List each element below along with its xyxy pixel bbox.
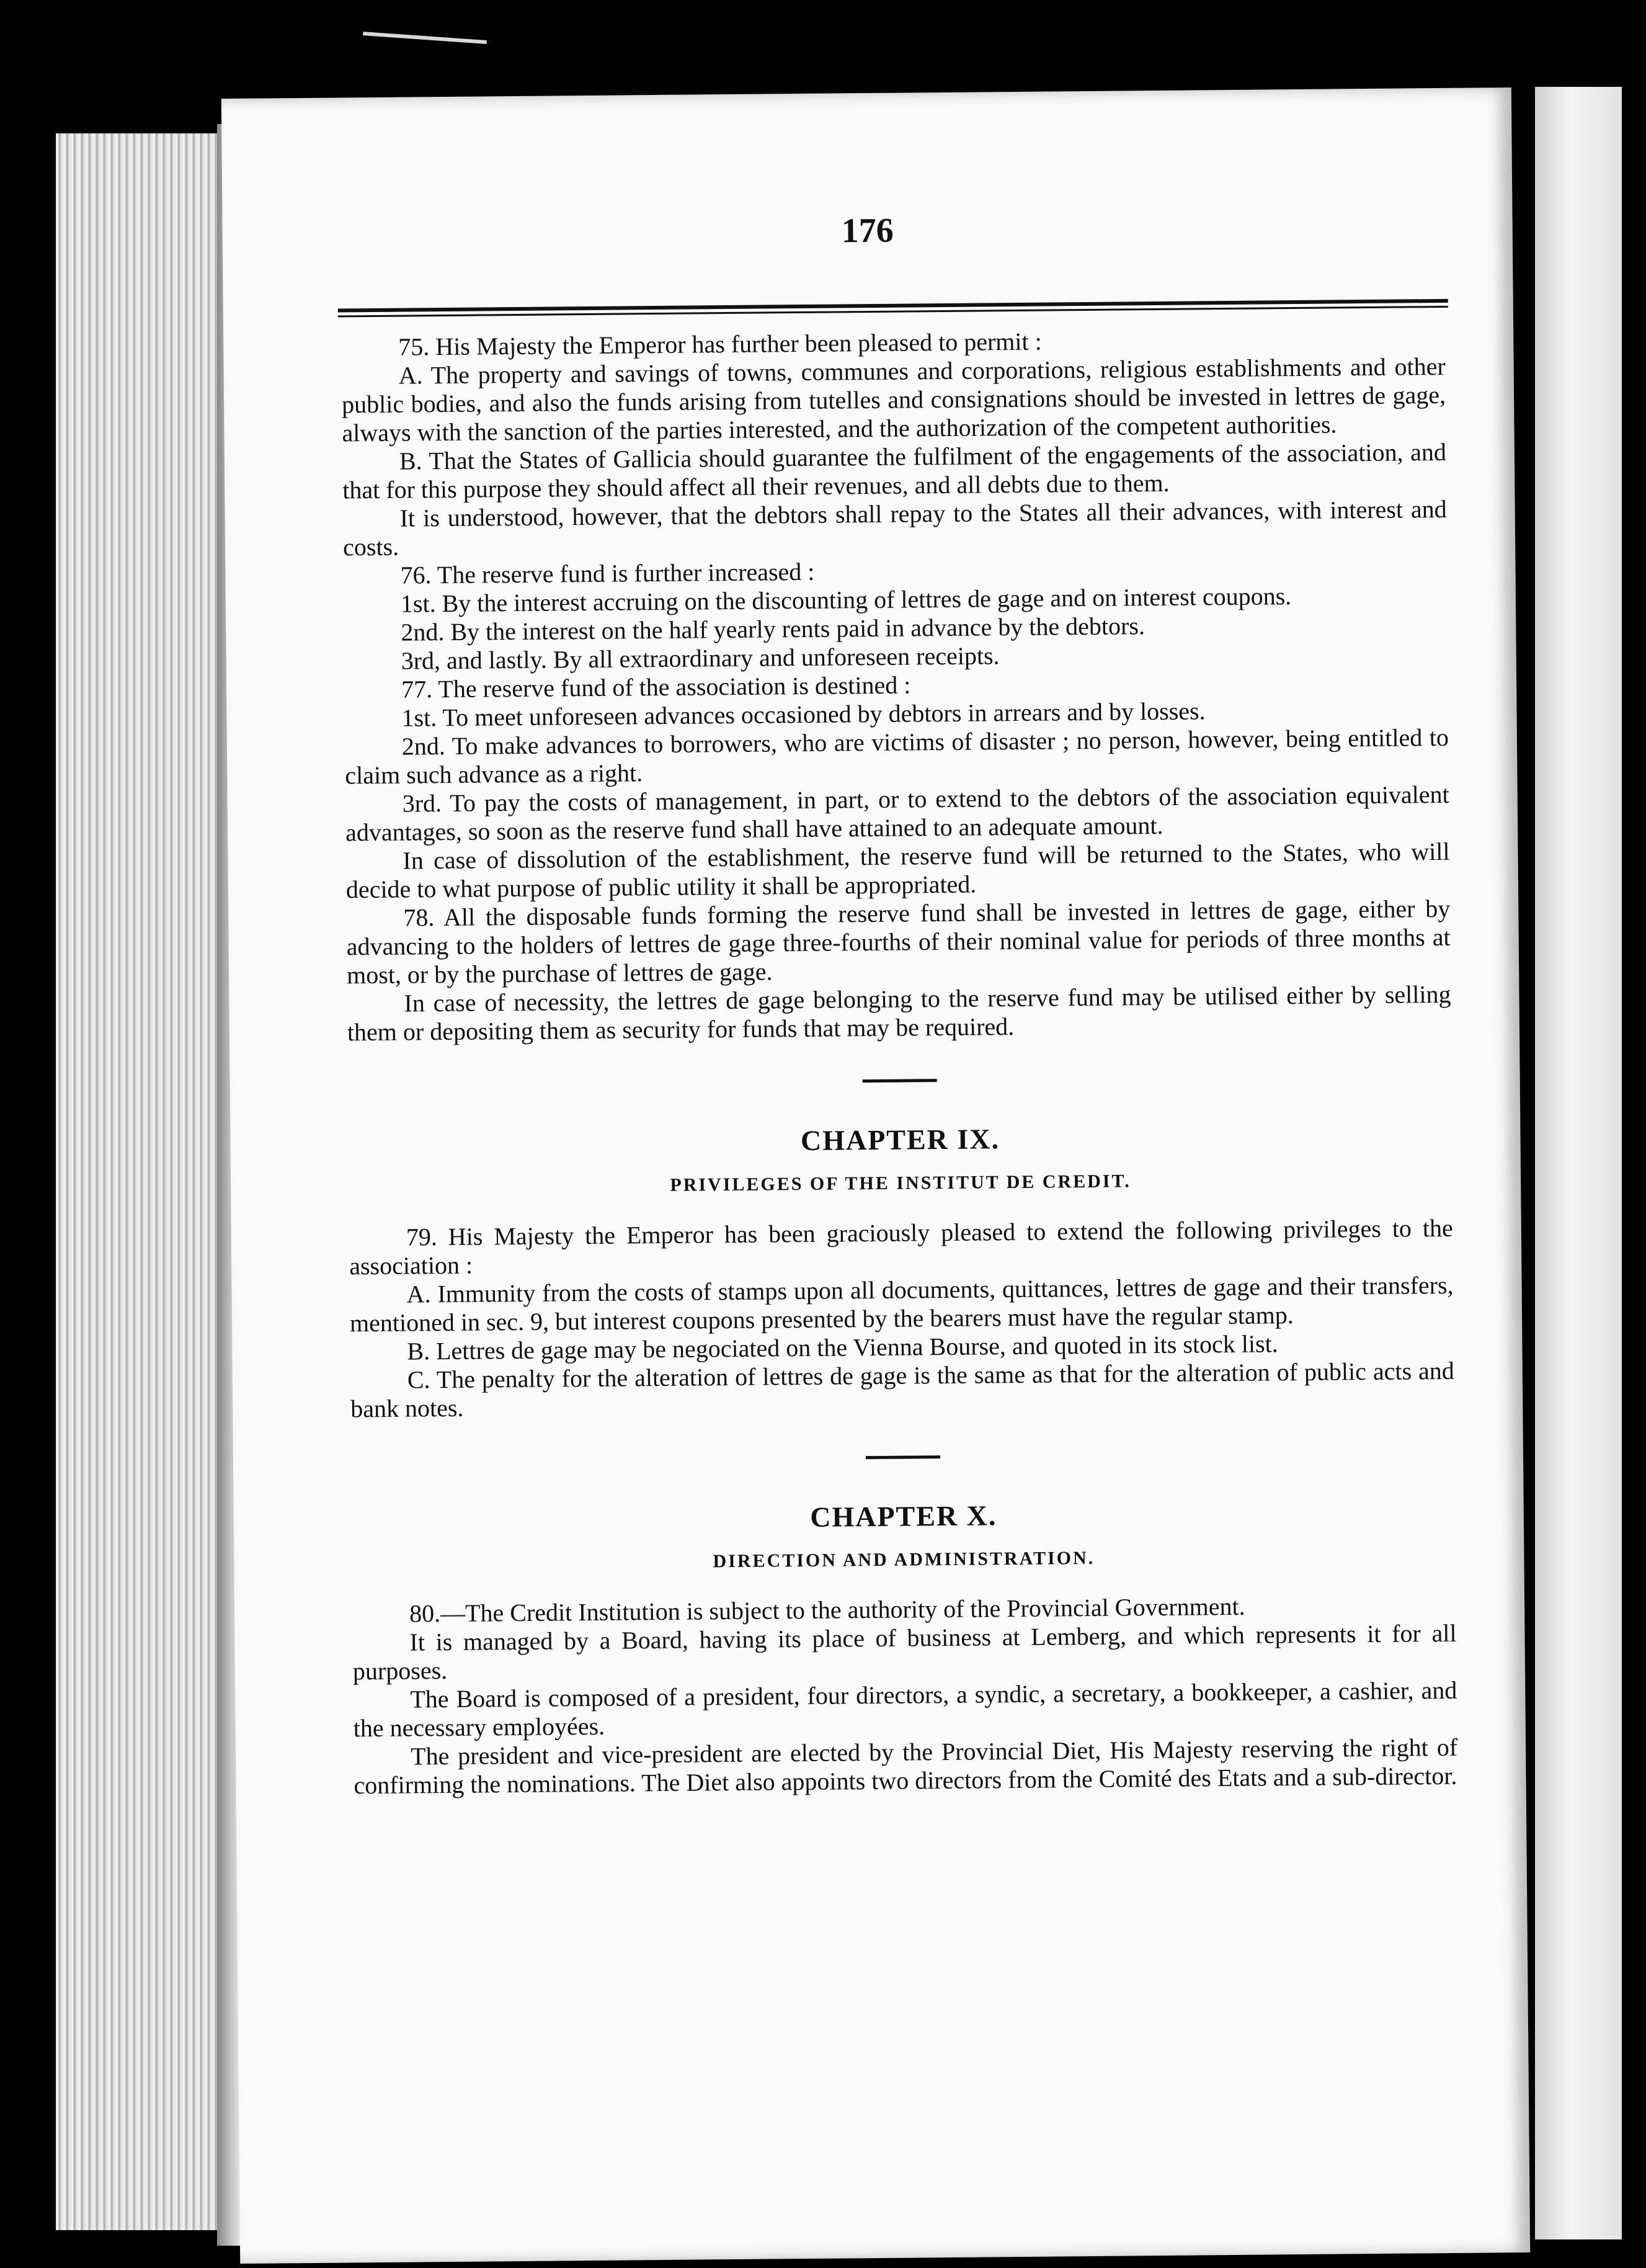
articles-75-78 <box>341 324 1451 1047</box>
paragraph: It is managed by a Board, having its place of business at Lemberg, and which represents it for all purposes. <box>352 1618 1457 1685</box>
book-page <box>221 87 1530 2264</box>
section-divider <box>866 1455 940 1459</box>
chapter-9 <box>348 1121 1454 1424</box>
section-divider <box>863 1079 937 1083</box>
paragraph: 2nd. To make advances to borrowers, who are victims of disaster ; no person, however, being entitled to claim such advance as a right. <box>345 723 1449 790</box>
page-body <box>341 324 1458 1800</box>
paragraph: 80.—The Credit Institution is subject to the authority of the Provincial Government. <box>409 1592 1245 1628</box>
page-number: 176 <box>841 211 894 251</box>
paragraph: In case of dissolution of the establishment, the reserve fund will be returned to the States, who will decide to what purpose of public utility it shall be appropriated. <box>345 837 1450 904</box>
paragraph: In case of necessity, the lettres de gage belonging to the reserve fund may be utilised either by selling them or depositing them as security for funds that may be required. <box>347 980 1451 1047</box>
chapter-subtitle: DIRECTION AND ADMINISTRATION. <box>713 1547 1095 1572</box>
paragraph: 3rd. To pay the costs of management, in part, or to extend to the debtors of the association equivalent advantages, so soon as the reserve fund shall have attained to an adequate amount. <box>345 780 1449 847</box>
paragraph: 76. The reserve fund is further increased : <box>400 557 815 589</box>
paragraph: 1st. To meet unforeseen advances occasioned by debtors in arrears and by losses. <box>401 697 1206 732</box>
chapter-10 <box>352 1498 1458 1800</box>
paragraph: It is understood, however, that the debtors shall repay to the States all their advances, with interest and costs. <box>342 494 1447 561</box>
paragraph: B. That the States of Gallicia should guarantee the fulfilment of the engagements of the association, and that for this purpose they should affect all their revenues, and all debts due to them. <box>342 437 1447 504</box>
stray-scan-mark <box>363 32 487 44</box>
chapter-subtitle: PRIVILEGES OF THE INSTITUT DE CREDIT. <box>670 1171 1131 1195</box>
paragraph: 79. His Majesty the Emperor has been graciously pleased to extend the following privileges to the association : <box>349 1213 1453 1280</box>
paragraph: 75. His Majesty the Emperor has further been pleased to permit : <box>398 327 1042 361</box>
chapter-title: CHAPTER X. <box>810 1499 997 1533</box>
paragraph: The president and vice-president are elected by the Provincial Diet, His Majesty reserving the right of confirming the nominations. The Diet also appoints two directors from the Comité des Etats and a sub-director. <box>354 1733 1458 1800</box>
paragraph: A. The property and savings of towns, communes and corporations, religious establishments and other public bodies, and also the funds arising from tutelles and consignations should be invested in lettres de gage, always with the sanction of the parties interested, and the authorization of the competent authorities. <box>341 352 1446 447</box>
paragraph: A. Immunity from the costs of stamps upon all documents, quittances, lettres de gage and their transfers, mentioned in sec. 9, but interest coupons presented by the bearers must have the regular stamp. <box>349 1270 1454 1337</box>
header-double-rule <box>338 299 1448 318</box>
paragraph: C. The penalty for the alteration of lettres de gage is the same as that for the alteration of public acts and bank notes. <box>350 1356 1454 1423</box>
paragraph: 2nd. By the interest on the half yearly rents paid in advance by the debtors. <box>401 612 1146 646</box>
paragraph: 78. All the disposable funds forming the reserve fund shall be invested in lettres de gage, either by advancing to the holders of lettres de gage three-fourths of their nominal value for periods of three months at most, or by the purchase of lettres de gage. <box>346 894 1451 989</box>
paragraph: 1st. By the interest accruing on the discounting of lettres de gage and on interest coupons. <box>400 582 1292 618</box>
paragraph: The Board is composed of a president, four directors, a syndic, a secretary, a bookkeeper, a cashier, and the necessary employées. <box>353 1676 1457 1743</box>
paragraph: 3rd, and lastly. By all extraordinary and unforeseen receipts. <box>401 641 1000 675</box>
chapter-title: CHAPTER IX. <box>800 1123 1000 1157</box>
book-page-edges <box>56 133 229 2230</box>
paragraph: B. Lettres de gage may be negociated on the Vienna Bourse, and quoted in its stock list. <box>407 1329 1278 1365</box>
next-page-edge <box>1535 87 1622 2239</box>
paragraph: 77. The reserve fund of the association is destined : <box>401 671 911 703</box>
